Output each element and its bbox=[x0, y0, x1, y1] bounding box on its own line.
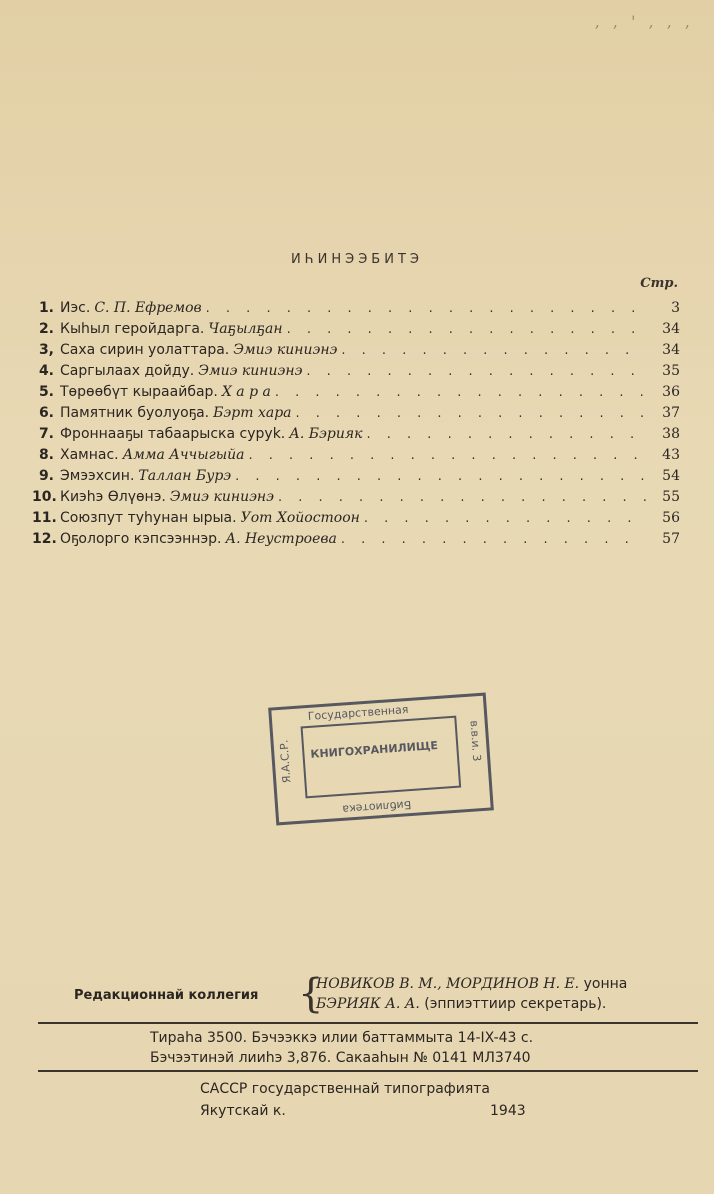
toc-entry-title: Киэһэ Өлүөнэ. bbox=[60, 489, 166, 505]
toc-entry bbox=[32, 426, 680, 447]
toc-entry-author: Эмиэ киниэнэ bbox=[169, 489, 274, 505]
toc-entry-title: Иэс. bbox=[60, 300, 91, 316]
toc-entry bbox=[32, 447, 680, 468]
print-sheets-line: Бэчээтинэй лииһэ 3,876. Сакааһын № 0141 МЛ3740 bbox=[150, 1050, 531, 1066]
stamp-right-text: в.в.и. 3 bbox=[467, 719, 484, 762]
library-stamp bbox=[268, 693, 494, 826]
toc-entry-number: 2. bbox=[38, 321, 54, 337]
toc-entry-title: Хамнас. bbox=[60, 447, 119, 463]
table-of-contents bbox=[32, 300, 680, 552]
toc-entry-author: С. П. Ефремов bbox=[94, 300, 202, 316]
toc-entry bbox=[32, 300, 680, 321]
toc-entry-number: 3, bbox=[38, 342, 54, 358]
toc-entry-title: Кыһыл геройдарга. bbox=[60, 321, 205, 337]
stamp-top-text: Государственная bbox=[307, 702, 409, 723]
page-title: ИҺИНЭЭБИТЭ bbox=[291, 252, 423, 267]
toc-entry-page: 34 bbox=[662, 342, 680, 358]
toc-entry-page: 3 bbox=[671, 300, 680, 316]
divider-rule bbox=[38, 1070, 698, 1072]
toc-entry bbox=[32, 468, 680, 489]
toc-entry-title: Саха сирин уолаттара. bbox=[60, 342, 230, 358]
toc-entry bbox=[32, 489, 680, 510]
toc-leader-dots bbox=[341, 532, 646, 547]
toc-entry-page: 37 bbox=[662, 405, 680, 421]
toc-leader-dots bbox=[367, 427, 646, 442]
toc-leader-dots bbox=[306, 364, 646, 379]
toc-entry-author: Бэрт хара bbox=[213, 405, 292, 421]
stamp-middle-text: КНИГОХРАНИЛИЩЕ bbox=[310, 739, 439, 761]
toc-leader-dots bbox=[296, 406, 646, 421]
page-column-label: Стр. bbox=[640, 276, 678, 291]
toc-entry-title: Саргылаах дойду. bbox=[60, 363, 195, 379]
toc-entry-author: Эмиэ киниэнэ bbox=[233, 342, 338, 358]
editorial-board-members bbox=[316, 974, 627, 1014]
editorial-suffix-1: уонна bbox=[583, 976, 628, 992]
toc-entry-number: 7. bbox=[38, 426, 54, 442]
toc-entry-number: 6. bbox=[38, 405, 54, 421]
toc-entry-number: 11. bbox=[32, 510, 57, 526]
editorial-board-label: Редакционнай коллегия bbox=[74, 988, 259, 1003]
toc-entry-author: Уот Хойостоон bbox=[240, 510, 360, 526]
corner-pencil-mark: , , ' , , , bbox=[594, 12, 694, 31]
toc-entry-title: Памятник буолуоҕа. bbox=[60, 405, 210, 421]
toc-entry-page: 55 bbox=[662, 489, 680, 505]
toc-leader-dots bbox=[278, 490, 646, 505]
toc-entry bbox=[32, 405, 680, 426]
printer-city: Якутскай к. bbox=[200, 1103, 286, 1119]
printer-year: 1943 bbox=[490, 1103, 526, 1119]
toc-entry-page: 54 bbox=[662, 468, 680, 484]
toc-leader-dots bbox=[275, 385, 646, 400]
toc-entry-number: 5. bbox=[38, 384, 54, 400]
toc-entry-author: Эмиэ киниэнэ bbox=[198, 363, 303, 379]
printer-info bbox=[200, 1078, 526, 1122]
toc-entry bbox=[32, 342, 680, 363]
editorial-names-1: НОВИКОВ В. М., МОРДИНОВ Н. Е. bbox=[316, 976, 580, 992]
print-run-line: Тираһа 3500. Бэчээккэ илии баттаммыта 14-IX-43 с. bbox=[150, 1030, 534, 1046]
toc-entry-number: 8. bbox=[38, 447, 54, 463]
toc-entry-author: А. Бэрияк bbox=[289, 426, 363, 442]
stamp-bottom-text: Библиотека bbox=[341, 798, 412, 816]
toc-entry-author: Х а р а bbox=[221, 384, 271, 400]
stamp-left-text: Я.А.С.Р. bbox=[277, 739, 294, 784]
toc-entry bbox=[32, 510, 680, 531]
toc-entry-page: 56 bbox=[662, 510, 680, 526]
toc-entry-page: 36 bbox=[662, 384, 680, 400]
toc-entry-number: 12. bbox=[32, 531, 57, 547]
toc-entry-page: 38 bbox=[662, 426, 680, 442]
print-details bbox=[150, 1028, 650, 1068]
divider-rule bbox=[38, 1022, 698, 1024]
toc-entry-number: 1. bbox=[38, 300, 54, 316]
editorial-suffix-2: (эппиэттиир секретарь). bbox=[424, 996, 607, 1012]
toc-entry-author: Таллан Бурэ bbox=[138, 468, 232, 484]
toc-leader-dots bbox=[249, 448, 646, 463]
toc-entry-page: 57 bbox=[662, 531, 680, 547]
toc-entry-page: 35 bbox=[662, 363, 680, 379]
toc-entry-title: Төрөөбүт кыраайбар. bbox=[60, 384, 218, 400]
toc-entry-number: 4. bbox=[38, 363, 54, 379]
printer-name: САССР государственнай типографията bbox=[200, 1081, 491, 1097]
toc-leader-dots bbox=[341, 343, 646, 358]
toc-entry-title: Эмээхсин. bbox=[60, 468, 135, 484]
toc-entry-author: А. Неустроева bbox=[225, 531, 337, 547]
toc-leader-dots bbox=[235, 469, 646, 484]
toc-entry-title: Союзпут туһунан ырыа. bbox=[60, 510, 237, 526]
toc-entry bbox=[32, 531, 680, 552]
toc-entry bbox=[32, 384, 680, 405]
toc-leader-dots bbox=[364, 511, 646, 526]
toc-entry-title: Фроннааҕы табаарыска суруk. bbox=[60, 426, 286, 442]
brace-glyph: { bbox=[298, 971, 324, 1017]
toc-entry-author: Чаҕылҕан bbox=[208, 321, 283, 337]
toc-entry-number: 9. bbox=[38, 468, 54, 484]
toc-entry bbox=[32, 363, 680, 384]
toc-leader-dots bbox=[287, 322, 646, 337]
toc-entry-page: 34 bbox=[662, 321, 680, 337]
toc-entry-title: Оҕолорго кэпсээннэр. bbox=[60, 531, 222, 547]
editorial-names-2: БЭРИЯК А. А. bbox=[316, 996, 420, 1012]
toc-entry-author: Амма Аччыгыйа bbox=[122, 447, 245, 463]
toc-entry-number: 10. bbox=[32, 489, 57, 505]
toc-entry bbox=[32, 321, 680, 342]
toc-entry-page: 43 bbox=[662, 447, 680, 463]
toc-leader-dots bbox=[206, 301, 646, 316]
